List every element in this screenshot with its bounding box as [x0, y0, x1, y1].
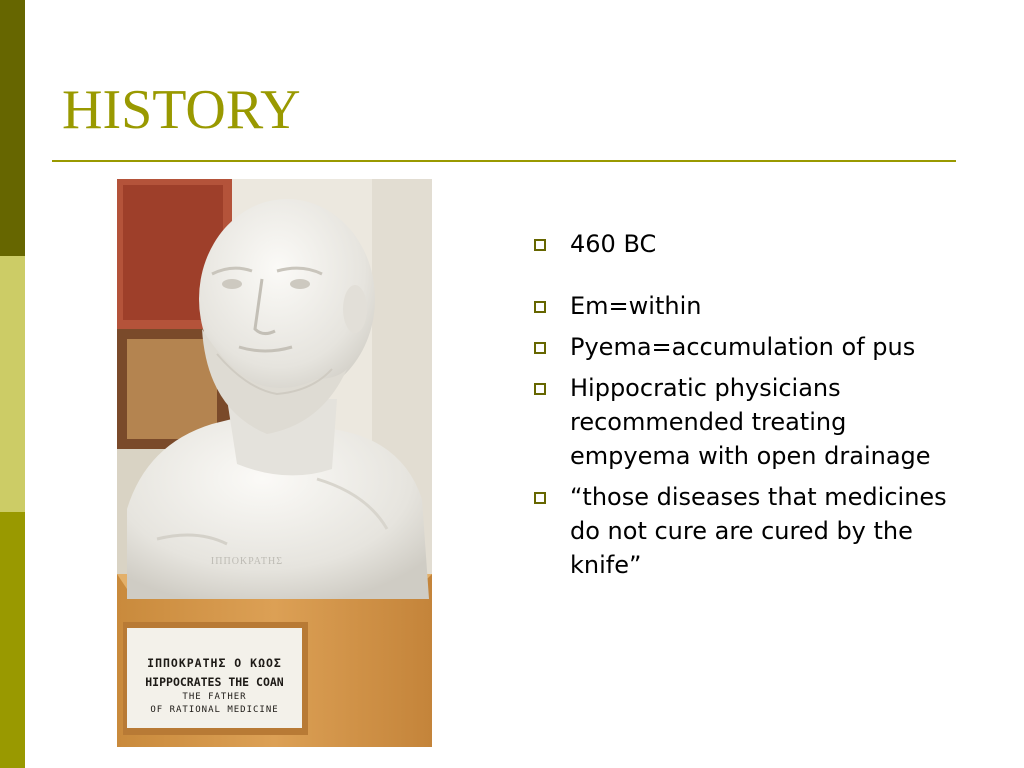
- square-bullet-icon: [534, 301, 546, 313]
- accent-stripe-middle: [0, 256, 25, 512]
- square-bullet-icon: [534, 239, 546, 251]
- square-bullet-icon: [534, 492, 546, 504]
- bullet-text: “those diseases that medicines do not cure are cured by the knife”: [570, 483, 947, 579]
- square-bullet-icon: [534, 342, 546, 354]
- bullet-text: 460 BC: [570, 230, 657, 258]
- slide-title: HISTORY: [62, 79, 301, 141]
- bust-inscription: ΙΠΠΟΚΡΑΤΗΣ: [210, 556, 284, 567]
- plaque-line: THE FATHER: [182, 692, 247, 702]
- bullet-item: [534, 330, 964, 364]
- plaque-line: OF RATIONAL MEDICINE: [150, 705, 279, 715]
- plaque-line: HIPPOCRATES THE COAN: [145, 675, 284, 689]
- accent-stripe-bottom: [0, 512, 25, 768]
- title-divider: [52, 160, 956, 162]
- bullet-item: [534, 480, 964, 582]
- plaque-line: ΙΠΠΟΚΡΑΤΗΣ Ο ΚΩΟΣ: [147, 656, 282, 670]
- bullet-text: Em=within: [570, 292, 702, 320]
- hippocrates-bust-photo: [117, 179, 432, 747]
- bullet-text: Hippocratic physicians recommended treating empyema with open drainage: [570, 374, 931, 470]
- bullet-item: [534, 227, 964, 261]
- bullet-item: [534, 371, 964, 473]
- bullet-item: [534, 289, 964, 323]
- bullet-list: [534, 227, 964, 582]
- bullet-text: Pyema=accumulation of pus: [570, 333, 916, 361]
- plaque: [127, 628, 302, 728]
- accent-stripe-top: [0, 0, 25, 256]
- square-bullet-icon: [534, 383, 546, 395]
